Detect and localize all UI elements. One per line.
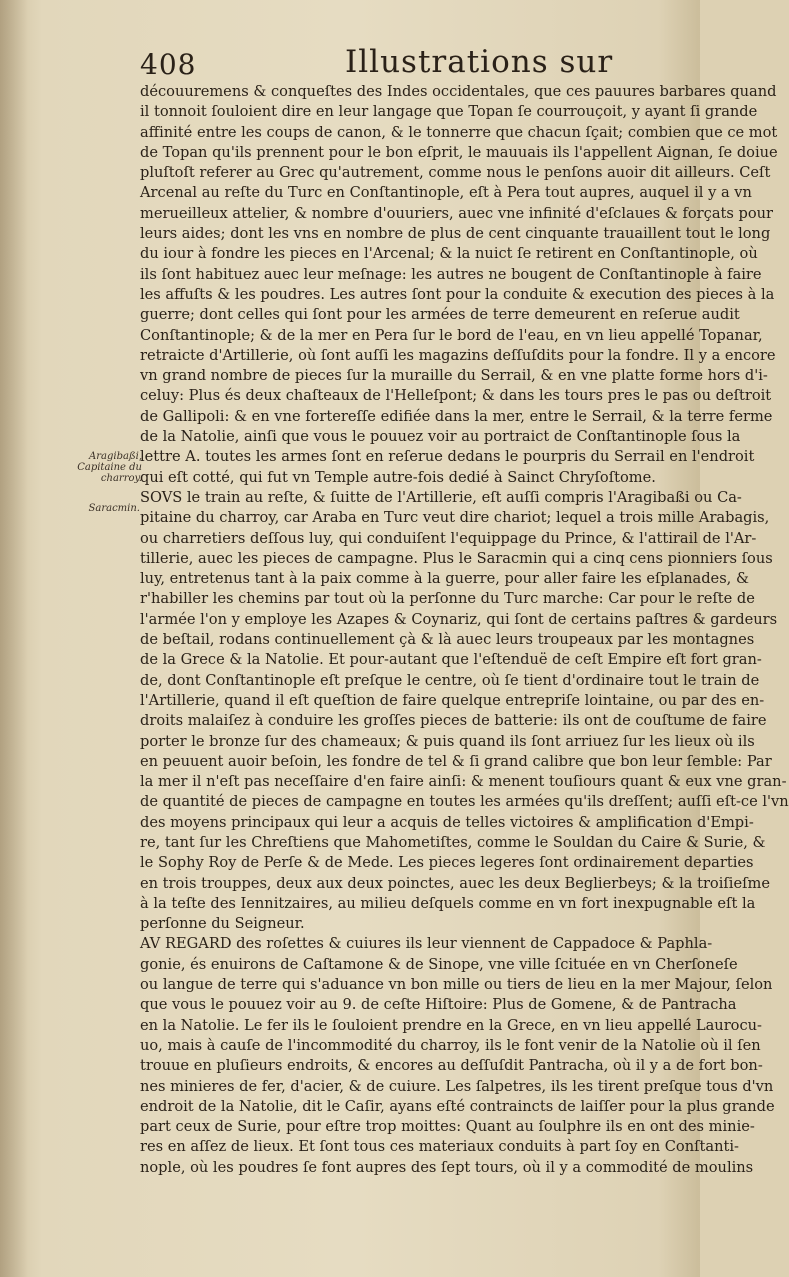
text-line: à la teſte des Iennitzaires, au milieu deſquels comme en vn fort inexpugnable eſt la [140,894,756,912]
page-header [140,44,670,84]
text-line: Arcenal au reſte du Turc en Conſtantinople, eſt à Pera tout aupres, auquel il y a vn [140,184,752,202]
text-line: de la Natolie, ainſi que vous le pouuez voir au portraict de Conſtantinople ſous la [140,428,741,446]
text-line: pitaine du charroy, car Araba en Turc veut dire chariot; lequel a trois mille Arabagis, [140,509,770,527]
page-number: 408 [140,48,197,81]
text-line: en trois trouppes, deux aux deux poinctes, auec les deux Beglierbeys; & la troiſieſme [140,874,770,892]
margin-note-aragibassi: Aragibaßi, Capitaine du charroy. [77,451,142,484]
text-line: merueilleux attelier, & nombre d'ouuriers, auec vne infinité d'eſclaues & forçats pour [140,204,774,222]
text-line: part ceux de Surie, pour eſtre trop moittes: Quant au ſoulphre ils en ont des minie- [140,1118,755,1136]
text-line: de la Grece & la Natolie. Et pour-autant que l'eſtenduë de ceſt Empire eſt fort gran- [140,651,762,669]
body-text [140,82,789,1178]
text-line: tillerie, auec les pieces de campagne. Plus le Saracmin qui a cinq cens pionniers ſous [140,549,773,567]
text-line: nople, où les poudres ſe font aupres des ſept tours, où il y a commodité de moulins [140,1158,754,1176]
text-line: gonie, és enuirons de Caſtamone & de Sinope, vne ville ſcituée en vn Cherſoneſe [140,955,738,973]
text-line: affinité entre les coups de canon, & le tonnerre que chacun ſçait; combien que ce mot [140,123,778,141]
text-line: perſonne du Seigneur. [140,915,305,933]
text-line: en peuuent auoir beſoin, les fondre de tel & ſi grand calibre que bon leur ſemble: Par [140,752,772,770]
text-line: pluſtoſt referer au Grec qu'autrement, comme nous le penſons auoir dit ailleurs. Ceſt [140,164,771,182]
text-line: endroit de la Natolie, dit le Caſir, ayans eſté contraincts de laiſſer pour la plus grande [140,1097,775,1115]
text-line: que vous le pouuez voir au 9. de ceſte Hiſtoire: Plus de Gomene, & de Pantracha [140,996,737,1014]
margin-note-saracmin: Saracmin. [88,503,140,514]
text-line: ou charretiers deſſous luy, qui conduiſent l'equippage du Prince, & l'attirail de l'Ar- [140,529,757,547]
text-line: trouue en pluſieurs endroits, & encores au deſſuſdit Pantracha, où il y a de fort bon- [140,1057,763,1075]
text-line: l'armée l'on y employe les Azapes & Coynariz, qui ſont de certains paſtres & gardeurs [140,610,778,628]
text-line: r'habiller les chemins par tout où la perſonne du Turc marche: Car pour le reſte de [140,590,755,608]
text-line: en la Natolie. Le fer ils le ſouloient prendre en la Grece, en vn lieu appellé Laurocu- [140,1016,762,1034]
text-line: re, tant ſur les Chreſtiens que Mahometiſtes, comme le Souldan du Caire & Surie, & [140,833,766,851]
text-line: nes minieres de fer, d'acier, & de cuiure. Les ſalpetres, ils les tirent preſque tous d'vn [140,1077,774,1095]
page-spine-shadow [0,0,28,1277]
text-line: ou langue de terre qui s'aduance vn bon mille ou tiers de lieu en la mer Majour, ſelon [140,976,773,994]
text-line: de, dont Conſtantinople eſt preſque le centre, où ſe tient d'ordinaire tout le train de [140,671,760,689]
text-line: de Gallipoli: & en vne fortereſſe edifiée dans la mer, entre le Serrail, & la terre ferme [140,407,773,425]
text-line: la mer il n'eſt pas neceſſaire d'en faire ainſi: & menent touſiours quant & eux vne gran- [140,773,787,791]
text-line: SOVS le train au reſte, & ſuitte de l'Artillerie, eſt auſſi compris l'Aragibaßi ou Ca- [140,488,742,506]
text-line: Conſtantinople; & de la mer en Pera ſur le bord de l'eau, en vn lieu appellé Topanar, [140,326,763,344]
text-line: des moyens principaux qui leur a acquis de telles victoires & amplification d'Empi- [140,813,754,831]
text-line: ils ſont habituez auec leur meſnage: les autres ne bougent de Conſtantinople à faire [140,265,762,283]
running-title: Illustrations sur [345,44,614,80]
text-line: retraicte d'Artillerie, où ſont auſſi les magazins deſſuſdits pour la fondre. Il y a encore [140,346,776,364]
text-line: qui eſt cotté, qui fut vn Temple autre-fois dedié à Sainct Chryſoſtome. [140,468,656,486]
text-line: il tonnoit ſouloient dire en leur langage que Topan ſe courrouçoit, y ayant ſi grande [140,103,758,121]
text-line: guerre; dont celles qui ſont pour les armées de terre demeurent en reſerue audit [140,306,740,324]
text-line: l'Artillerie, quand il eſt queſtion de faire quelque entrepriſe lointaine, ou par des en- [140,691,765,709]
text-line: leurs aides; dont les vns en nombre de plus de cent cinquante trauaillent tout le long [140,225,771,243]
text-line: lettre A. toutes les armes ſont en reſerue dedans le pourpris du Serrail en l'endroit [140,448,755,466]
text-line: luy, entretenus tant à la paix comme à la guerre, pour aller faire les eſplanades, & [140,570,749,588]
text-line: du iour à fondre les pieces en l'Arcenal; & la nuict ſe retirent en Conſtantinople, où [140,245,758,263]
text-line: de Topan qu'ils prennent pour le bon eſprit, le mauuais ils l'appellent Aignan, ſe doiue [140,143,778,161]
text-line: vn grand nombre de pieces ſur la muraille du Serrail, & en vne platte forme hors d'i- [140,367,768,385]
text-line: droits malaiſez à conduire les groſſes pieces de batterie: ils ont de couſtume de faire [140,712,767,730]
text-line: de quantité de pieces de campagne en toutes les armées qu'ils dreſſent; auſſi eſt-ce l'vn [140,793,789,811]
text-line: porter le bronze ſur des chameaux; & puis quand ils ſont arriuez ſur les lieux où ils [140,732,755,750]
text-line: celuy: Plus és deux chaſteaux de l'Helleſpont; & dans les tours pres le pas ou deſtroit [140,387,772,405]
text-line: AV REGARD des roſettes & cuiures ils leur viennent de Cappadoce & Paphla- [140,935,713,953]
text-line: de beſtail, rodans continuellement çà & là auec leurs troupeaux par les montagnes [140,631,755,649]
text-line: les affuſts & les poudres. Les autres ſont pour la conduite & execution des pieces à la [140,285,775,303]
text-line: le Sophy Roy de Perſe & de Mede. Les pieces legeres ſont ordinairement departies [140,854,754,872]
text-line: découuremens & conqueſtes des Indes occidentales, que ces pauures barbares quand [140,83,777,100]
text-line: res en aſſez de lieux. Et ſont tous ces materiaux conduits à part ſoy en Conſtanti- [140,1138,739,1156]
text-line: uo, mais à cauſe de l'incommodité du charroy, ils le font venir de la Natolie où il ſen [140,1036,761,1054]
